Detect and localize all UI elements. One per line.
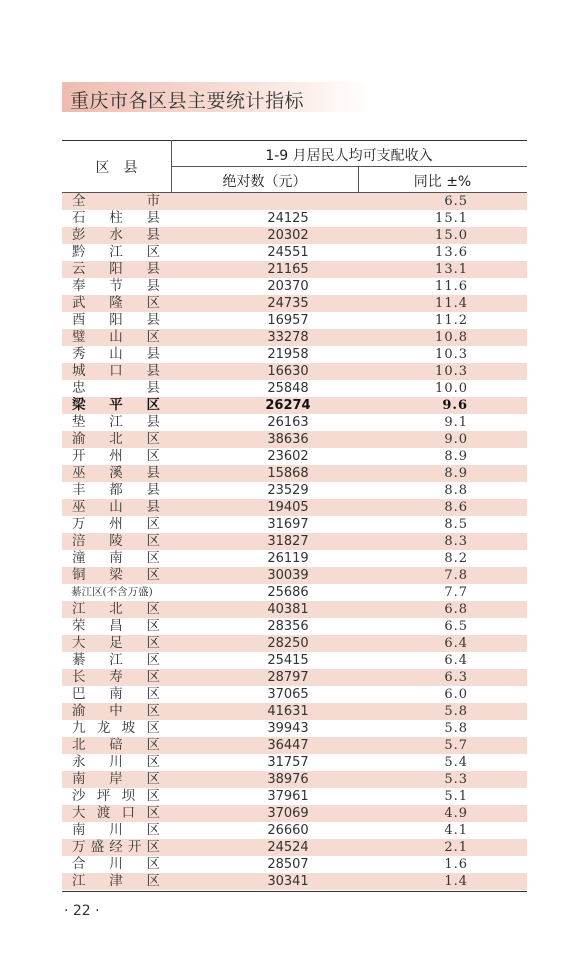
region-name: 南 川 区 (72, 822, 160, 838)
income-absolute: 23602 (267, 449, 309, 464)
income-absolute: 23529 (267, 483, 309, 498)
income-absolute: 24551 (267, 245, 309, 260)
table-row (62, 329, 527, 346)
region-name: 江 北 区 (72, 601, 160, 617)
table-row (62, 805, 527, 822)
region-name: 永 川 区 (72, 754, 160, 770)
table-row (62, 618, 527, 635)
table-row (62, 550, 527, 567)
income-yoy: 6.5 (444, 194, 468, 209)
table-row (62, 397, 527, 414)
region-name: 忠 县 (72, 380, 160, 396)
income-yoy: 5.1 (444, 789, 468, 804)
income-yoy: 7.8 (444, 568, 468, 583)
income-yoy: 6.3 (444, 670, 468, 685)
income-yoy: 9.0 (444, 432, 468, 447)
income-yoy: 8.2 (444, 551, 468, 566)
table-row (62, 278, 527, 295)
region-name: 江 津 区 (72, 873, 160, 889)
header-mid-rule (171, 166, 527, 167)
income-absolute: 20370 (267, 279, 309, 294)
income-yoy: 8.9 (444, 466, 468, 481)
table-row (62, 431, 527, 448)
table-row (62, 448, 527, 465)
table-row (62, 703, 527, 720)
region-name: 涪 陵 区 (72, 533, 160, 549)
region-name: 大 足 区 (72, 635, 160, 651)
table-row (62, 482, 527, 499)
header-income-group: 1-9 月居民人均可支配收入 (265, 148, 433, 164)
region-name: 城 口 县 (72, 363, 160, 379)
region-name: 石 柱 县 (72, 210, 160, 226)
region-name: 开 州 区 (72, 448, 160, 464)
region-name: 垫 江 县 (72, 414, 160, 430)
income-yoy: 10.8 (435, 330, 468, 345)
income-absolute: 37069 (267, 806, 309, 821)
income-absolute: 33278 (267, 330, 309, 345)
income-yoy: 13.6 (435, 245, 468, 260)
income-absolute: 37065 (267, 687, 309, 702)
region-name: 渝 北 区 (72, 431, 160, 447)
income-absolute: 28797 (267, 670, 309, 685)
income-yoy: 15.1 (435, 211, 468, 226)
table-row (62, 788, 527, 805)
income-yoy: 6.4 (444, 653, 468, 668)
income-absolute: 37961 (267, 789, 309, 804)
region-name: 秀 山 县 (72, 346, 160, 362)
income-yoy: 13.1 (435, 262, 468, 277)
income-absolute: 31697 (267, 517, 309, 532)
income-yoy: 5.7 (444, 738, 468, 753)
income-absolute: 15868 (267, 466, 309, 481)
income-yoy: 4.1 (444, 823, 468, 838)
table-row (62, 346, 527, 363)
region-name: 奉 节 县 (72, 278, 160, 294)
table-row (62, 669, 527, 686)
header-region: 区 县 (95, 160, 138, 176)
income-absolute: 31827 (267, 534, 309, 549)
page-number: · 22 · (64, 903, 100, 919)
region-name: 酉 阳 县 (72, 312, 160, 328)
income-yoy: 1.4 (444, 874, 468, 889)
income-absolute: 39943 (267, 721, 309, 736)
table-row (62, 363, 527, 380)
income-absolute: 16957 (267, 313, 309, 328)
region-name: 全 市 (72, 193, 160, 209)
income-yoy: 15.0 (435, 228, 468, 243)
income-absolute: 26119 (267, 551, 309, 566)
table-top-rule (62, 140, 527, 141)
income-yoy: 9.1 (444, 415, 468, 430)
income-absolute: 30341 (267, 874, 309, 889)
income-absolute: 19405 (267, 500, 309, 515)
table-row (62, 822, 527, 839)
table-row (62, 652, 527, 669)
table-body (62, 193, 527, 890)
income-absolute: 26274 (265, 398, 311, 413)
table-row (62, 720, 527, 737)
income-yoy: 10.3 (435, 364, 468, 379)
income-absolute: 26660 (267, 823, 309, 838)
income-absolute: 40381 (267, 602, 309, 617)
income-yoy: 5.3 (444, 772, 468, 787)
page-title: 重庆市各区县主要统计指标 (70, 90, 305, 112)
region-name: 綦江区(不含万盛) (71, 586, 153, 598)
income-yoy: 7.7 (444, 585, 468, 600)
income-yoy: 5.8 (444, 704, 468, 719)
income-absolute: 21165 (267, 262, 309, 277)
region-name: 武 隆 区 (72, 295, 160, 311)
table-row (62, 499, 527, 516)
income-yoy: 8.5 (444, 517, 468, 532)
region-name: 铜 梁 区 (72, 567, 160, 583)
region-name: 巫 溪 县 (72, 465, 160, 481)
income-absolute: 24125 (267, 211, 309, 226)
table-row (62, 414, 527, 431)
table-row (62, 210, 527, 227)
table-row (62, 754, 527, 771)
region-name: 沙 坪 坝 区 (72, 788, 160, 804)
region-name: 璧 山 区 (72, 329, 160, 345)
income-absolute: 38636 (267, 432, 309, 447)
income-yoy: 6.4 (444, 636, 468, 651)
income-yoy: 5.8 (444, 721, 468, 736)
region-name: 九 龙 坡 区 (72, 720, 160, 736)
income-absolute: 41631 (267, 704, 309, 719)
table-row (62, 771, 527, 788)
table-row (62, 244, 527, 261)
header-yoy: 同比 ±% (413, 174, 472, 190)
table-row (62, 635, 527, 652)
income-yoy: 2.1 (444, 840, 468, 855)
table-row (62, 567, 527, 584)
income-yoy: 1.6 (444, 857, 468, 872)
income-absolute: 20302 (267, 228, 309, 243)
table-row (62, 686, 527, 703)
table-row (62, 839, 527, 856)
table-row (62, 295, 527, 312)
income-absolute: 26163 (267, 415, 309, 430)
region-name: 南 岸 区 (72, 771, 160, 787)
income-yoy: 4.9 (444, 806, 468, 821)
income-absolute: 38976 (267, 772, 309, 787)
table-row (62, 465, 527, 482)
header-absolute: 绝对数（元） (222, 174, 307, 190)
income-yoy: 9.6 (442, 398, 468, 413)
table-row (62, 873, 527, 890)
income-absolute: 25415 (267, 653, 309, 668)
table-row (62, 227, 527, 244)
region-name: 大 渡 口 区 (72, 805, 160, 821)
region-name: 梁 平 区 (72, 397, 160, 413)
income-yoy: 11.6 (435, 279, 468, 294)
table-row (62, 312, 527, 329)
income-yoy: 8.3 (444, 534, 468, 549)
income-absolute: 21958 (267, 347, 309, 362)
table-row (62, 516, 527, 533)
income-absolute: 25686 (267, 585, 309, 600)
region-name: 丰 都 县 (72, 482, 160, 498)
table-row (62, 193, 527, 210)
income-yoy: 8.9 (444, 449, 468, 464)
income-yoy: 8.6 (444, 500, 468, 515)
table-row (62, 261, 527, 278)
income-absolute: 28250 (267, 636, 309, 651)
income-absolute: 31757 (267, 755, 309, 770)
region-name: 合 川 区 (72, 856, 160, 872)
region-name: 万 州 区 (72, 516, 160, 532)
income-yoy: 8.8 (444, 483, 468, 498)
region-name: 荣 昌 区 (72, 618, 160, 634)
income-yoy: 6.5 (444, 619, 468, 634)
region-name: 巫 山 县 (72, 499, 160, 515)
income-absolute: 30039 (267, 568, 309, 583)
income-yoy: 11.2 (435, 313, 468, 328)
table-row (62, 380, 527, 397)
region-name: 潼 南 区 (72, 550, 160, 566)
region-name: 巴 南 区 (72, 686, 160, 702)
table-row (62, 856, 527, 873)
table-row (62, 601, 527, 618)
income-yoy: 10.3 (435, 347, 468, 362)
region-name: 北 碚 区 (72, 737, 160, 753)
income-yoy: 5.4 (444, 755, 468, 770)
region-name: 彭 水 县 (72, 227, 160, 243)
region-name: 綦 江 区 (72, 652, 160, 668)
income-absolute: 24735 (267, 296, 309, 311)
income-yoy: 10.0 (435, 381, 468, 396)
region-name: 长 寿 区 (72, 669, 160, 685)
income-absolute: 25848 (267, 381, 309, 396)
income-absolute: 24524 (267, 840, 309, 855)
table-row (62, 584, 527, 601)
income-yoy: 6.0 (444, 687, 468, 702)
region-name: 云 阳 县 (72, 261, 160, 277)
income-absolute: 16630 (267, 364, 309, 379)
region-name: 渝 中 区 (72, 703, 160, 719)
table-row (62, 533, 527, 550)
table-bottom-rule (62, 891, 527, 892)
income-absolute: 28356 (267, 619, 309, 634)
income-absolute: 28507 (267, 857, 309, 872)
region-name: 万 盛 经 开 区 (72, 839, 160, 855)
income-yoy: 6.8 (444, 602, 468, 617)
table-row (62, 737, 527, 754)
region-name: 黔 江 区 (72, 244, 160, 260)
income-absolute: 36447 (267, 738, 309, 753)
income-yoy: 11.4 (435, 296, 468, 311)
